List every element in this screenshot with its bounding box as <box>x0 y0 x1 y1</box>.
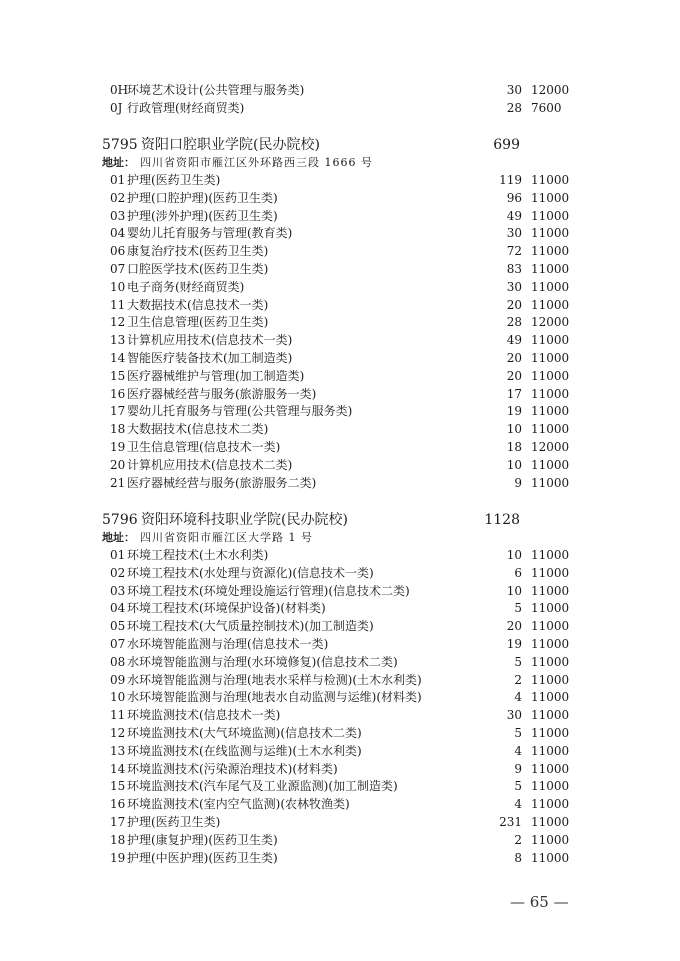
tuition-fee: 11000 <box>531 475 570 490</box>
program-code: 19 <box>110 850 126 865</box>
program-row <box>0 420 680 438</box>
tuition-fee: 11000 <box>531 422 570 437</box>
school-address <box>0 529 680 547</box>
enrollment-count: 20 <box>506 368 522 383</box>
program-row <box>0 653 680 671</box>
enrollment-count: 17 <box>506 386 522 401</box>
tuition-fee: 11000 <box>531 565 570 580</box>
enrollment-count: 5 <box>514 654 522 669</box>
program-name: 环境艺术设计(公共管理与服务类) <box>127 83 305 97</box>
enrollment-count: 20 <box>506 619 522 634</box>
program-name: 智能医疗装备技术(加工制造类) <box>127 351 293 365</box>
program-code: 07 <box>110 637 126 651</box>
program-name: 婴幼儿托育服务与管理(公共管理与服务类) <box>127 404 353 419</box>
enrollment-count: 83 <box>506 262 522 276</box>
tuition-fee: 11000 <box>531 690 570 705</box>
tuition-fee: 11000 <box>531 850 570 865</box>
program-name: 水环境智能监测与治理(地表水采样与检测)(土木水利类) <box>127 672 422 687</box>
program-code: 02 <box>110 190 126 205</box>
address-label: 地址： <box>102 156 135 169</box>
tuition-fee: 11000 <box>531 815 570 829</box>
enrollment-count: 19 <box>506 404 522 419</box>
program-code: 04 <box>110 226 126 241</box>
page-number: — 65 — <box>510 893 569 911</box>
program-row <box>0 207 680 225</box>
program-row <box>0 81 680 99</box>
program-name: 计算机应用技术(信息技术一类) <box>127 333 293 348</box>
program-code: 16 <box>110 797 126 812</box>
program-name: 水环境智能监测与治理(地表水自动监测与运维)(材料类) <box>127 690 422 705</box>
program-name: 口腔医学技术(医药卫生类) <box>127 262 269 276</box>
program-row <box>0 278 680 296</box>
school-name: 资阳环境科技职业学院(民办院校) <box>141 512 348 528</box>
program-row <box>0 617 680 635</box>
enrollment-count: 5 <box>514 726 522 740</box>
program-name: 卫生信息管理(医药卫生类) <box>127 315 269 330</box>
tuition-fee: 12000 <box>531 83 570 97</box>
tuition-fee: 11000 <box>531 708 570 723</box>
program-row <box>0 171 680 189</box>
program-row <box>0 224 680 242</box>
program-row <box>0 456 680 474</box>
enrollment-count: 10 <box>506 457 522 472</box>
enrollment-count: 28 <box>506 100 522 115</box>
enrollment-count: 2 <box>514 672 522 687</box>
enrollment-count: 10 <box>506 548 522 562</box>
enrollment-count: 4 <box>514 797 522 812</box>
tuition-fee: 11000 <box>531 601 570 616</box>
enrollment-count: 72 <box>506 244 522 259</box>
program-name: 环境工程技术(土木水利类) <box>127 548 269 562</box>
program-name: 护理(医药卫生类) <box>127 815 221 829</box>
program-row <box>0 688 680 706</box>
program-code: 13 <box>110 333 126 348</box>
enrollment-count: 9 <box>514 475 522 490</box>
enrollment-count: 119 <box>499 173 522 187</box>
program-code: 15 <box>110 779 126 794</box>
tuition-fee: 11000 <box>531 404 570 419</box>
program-code: 07 <box>110 262 126 276</box>
address-text: 四川省资阳市雁江区外环路西三段 1666 号 <box>140 156 373 169</box>
program-name: 计算机应用技术(信息技术二类) <box>127 457 293 472</box>
program-code: 14 <box>110 761 126 776</box>
program-code: 01 <box>110 548 126 562</box>
program-name: 环境监测技术(汽车尾气及工业源监测)(加工制造类) <box>127 779 398 794</box>
enrollment-count: 49 <box>506 333 522 348</box>
program-row <box>0 331 680 349</box>
enrollment-count: 9 <box>514 761 522 776</box>
program-code: 10 <box>110 690 126 705</box>
school-code: 5795 <box>102 137 138 153</box>
tuition-fee: 11000 <box>531 173 570 187</box>
program-code: 12 <box>110 315 126 330</box>
program-row <box>0 367 680 385</box>
tuition-fee: 11000 <box>531 368 570 383</box>
tuition-fee: 11000 <box>531 386 570 401</box>
tuition-fee: 11000 <box>531 351 570 365</box>
program-row <box>0 438 680 456</box>
enrollment-count: 10 <box>506 422 522 437</box>
program-name: 环境工程技术(水处理与资源化)(信息技术一类) <box>127 565 374 580</box>
tuition-fee: 11000 <box>531 226 570 241</box>
program-name: 医疗器械经营与服务(旅游服务一类) <box>127 386 317 401</box>
program-row <box>0 599 680 617</box>
enrollment-count: 20 <box>506 351 522 365</box>
program-code: 16 <box>110 386 126 401</box>
enrollment-count: 5 <box>514 779 522 794</box>
enrollment-count: 2 <box>514 832 522 847</box>
program-code: 15 <box>110 368 126 383</box>
tuition-fee: 11000 <box>531 726 570 740</box>
program-code: 0H <box>110 83 129 97</box>
enrollment-count: 96 <box>506 190 522 205</box>
program-row <box>0 546 680 564</box>
program-code: 08 <box>110 654 126 669</box>
tuition-fee: 11000 <box>531 208 570 223</box>
tuition-fee: 11000 <box>531 672 570 687</box>
tuition-fee: 11000 <box>531 779 570 794</box>
program-name: 环境工程技术(大气质量控制技术)(加工制造类) <box>127 619 374 634</box>
program-row <box>0 313 680 331</box>
program-code: 17 <box>110 404 126 419</box>
program-row <box>0 349 680 367</box>
program-row <box>0 564 680 582</box>
program-name: 护理(口腔护理)(医药卫生类) <box>127 190 278 205</box>
program-row <box>0 296 680 314</box>
program-row <box>0 242 680 260</box>
school-total-enrollment: 699 <box>493 137 520 153</box>
program-row <box>0 474 680 492</box>
enrollment-count: 30 <box>506 279 522 294</box>
program-name: 护理(涉外护理)(医药卫生类) <box>127 208 278 223</box>
school-address <box>0 154 680 172</box>
enrollment-count: 4 <box>514 743 522 758</box>
program-row <box>0 402 680 420</box>
program-row <box>0 189 680 207</box>
enrollment-count: 28 <box>506 315 522 330</box>
tuition-fee: 7600 <box>531 100 562 115</box>
program-code: 13 <box>110 743 126 758</box>
tuition-fee: 11000 <box>531 583 570 598</box>
tuition-fee: 11000 <box>531 262 570 276</box>
program-row <box>0 582 680 600</box>
program-name: 护理(中医护理)(医药卫生类) <box>127 850 278 865</box>
program-row <box>0 706 680 724</box>
program-name: 水环境智能监测与治理(水环境修复)(信息技术二类) <box>127 654 398 669</box>
program-code: 11 <box>110 297 126 312</box>
tuition-fee: 12000 <box>531 440 570 454</box>
program-code: 10 <box>110 279 126 294</box>
enrollment-count: 18 <box>506 440 522 454</box>
program-code: 05 <box>110 619 126 634</box>
tuition-fee: 11000 <box>531 333 570 348</box>
program-name: 大数据技术(信息技术二类) <box>127 422 269 437</box>
program-name: 医疗器械维护与管理(加工制造类) <box>127 368 305 383</box>
program-name: 环境监测技术(大气环境监测)(信息技术二类) <box>127 726 362 740</box>
program-name: 医疗器械经营与服务(旅游服务二类) <box>127 475 317 490</box>
program-row <box>0 385 680 403</box>
tuition-fee: 11000 <box>531 832 570 847</box>
enrollment-count: 10 <box>506 583 522 598</box>
enrollment-count: 30 <box>506 226 522 241</box>
tuition-fee: 11000 <box>531 279 570 294</box>
address-text: 四川省资阳市雁江区大学路 1 号 <box>140 531 313 544</box>
tuition-fee: 11000 <box>531 654 570 669</box>
tuition-fee: 11000 <box>531 797 570 812</box>
program-name: 康复治疗技术(医药卫生类) <box>127 244 269 259</box>
program-code: 14 <box>110 351 126 365</box>
program-row <box>0 813 680 831</box>
program-code: 03 <box>110 583 126 598</box>
program-name: 环境监测技术(信息技术一类) <box>127 708 281 723</box>
program-row <box>0 724 680 742</box>
enrollment-count: 30 <box>506 708 522 723</box>
program-code: 09 <box>110 672 126 687</box>
program-name: 卫生信息管理(信息技术一类) <box>127 440 281 454</box>
school-total-enrollment: 1128 <box>484 512 520 528</box>
program-row <box>0 99 680 117</box>
program-row <box>0 635 680 653</box>
tuition-fee: 11000 <box>531 457 570 472</box>
program-code: 02 <box>110 565 126 580</box>
program-row <box>0 777 680 795</box>
program-row <box>0 671 680 689</box>
program-row <box>0 260 680 278</box>
enrollment-count: 30 <box>506 83 522 97</box>
enrollment-count: 20 <box>506 297 522 312</box>
address-label: 地址： <box>102 531 135 544</box>
program-code: 19 <box>110 440 126 454</box>
program-row <box>0 742 680 760</box>
tuition-fee: 11000 <box>531 761 570 776</box>
enrollment-count: 231 <box>499 815 522 829</box>
school-header <box>0 510 680 530</box>
tuition-fee: 11000 <box>531 244 570 259</box>
program-name: 护理(医药卫生类) <box>127 173 221 187</box>
program-name: 行政管理(财经商贸类) <box>127 100 245 115</box>
program-code: 21 <box>110 475 126 490</box>
program-name: 护理(康复护理)(医药卫生类) <box>127 832 278 847</box>
program-code: 17 <box>110 815 126 829</box>
program-name: 环境监测技术(在线监测与运维)(土木水利类) <box>127 743 362 758</box>
program-code: 0J <box>110 100 123 115</box>
program-row <box>0 849 680 867</box>
program-code: 06 <box>110 244 126 259</box>
program-code: 12 <box>110 726 126 740</box>
tuition-fee: 11000 <box>531 190 570 205</box>
tuition-fee: 11000 <box>531 743 570 758</box>
program-row <box>0 795 680 813</box>
program-code: 01 <box>110 173 126 187</box>
program-code: 18 <box>110 832 126 847</box>
tuition-fee: 11000 <box>531 548 570 562</box>
program-name: 环境工程技术(环境处理设施运行管理)(信息技术二类) <box>127 583 410 598</box>
enrollment-count: 4 <box>514 690 522 705</box>
program-code: 20 <box>110 457 126 472</box>
enrollment-count: 49 <box>506 208 522 223</box>
enrollment-count: 19 <box>506 637 522 651</box>
program-code: 11 <box>110 708 126 723</box>
tuition-fee: 12000 <box>531 315 570 330</box>
program-code: 04 <box>110 601 126 616</box>
program-name: 大数据技术(信息技术一类) <box>127 297 269 312</box>
enrollment-count: 5 <box>514 601 522 616</box>
school-code: 5796 <box>102 512 138 528</box>
program-name: 环境监测技术(污染源治理技术)(材料类) <box>127 761 338 776</box>
program-row <box>0 760 680 778</box>
program-name: 电子商务(财经商贸类) <box>127 279 245 294</box>
program-name: 婴幼儿托育服务与管理(教育类) <box>127 226 293 241</box>
enrollment-count: 6 <box>514 565 522 580</box>
program-code: 18 <box>110 422 126 437</box>
program-name: 环境工程技术(环境保护设备)(材料类) <box>127 601 326 616</box>
school-header <box>0 135 680 155</box>
tuition-fee: 11000 <box>531 637 570 651</box>
school-name: 资阳口腔职业学院(民办院校) <box>141 137 320 153</box>
tuition-fee: 11000 <box>531 297 570 312</box>
program-name: 环境监测技术(室内空气监测)(农林牧渔类) <box>127 797 350 812</box>
program-name: 水环境智能监测与治理(信息技术一类) <box>127 637 329 651</box>
enrollment-count: 8 <box>514 850 522 865</box>
program-code: 03 <box>110 208 126 223</box>
program-row <box>0 831 680 849</box>
tuition-fee: 11000 <box>531 619 570 634</box>
